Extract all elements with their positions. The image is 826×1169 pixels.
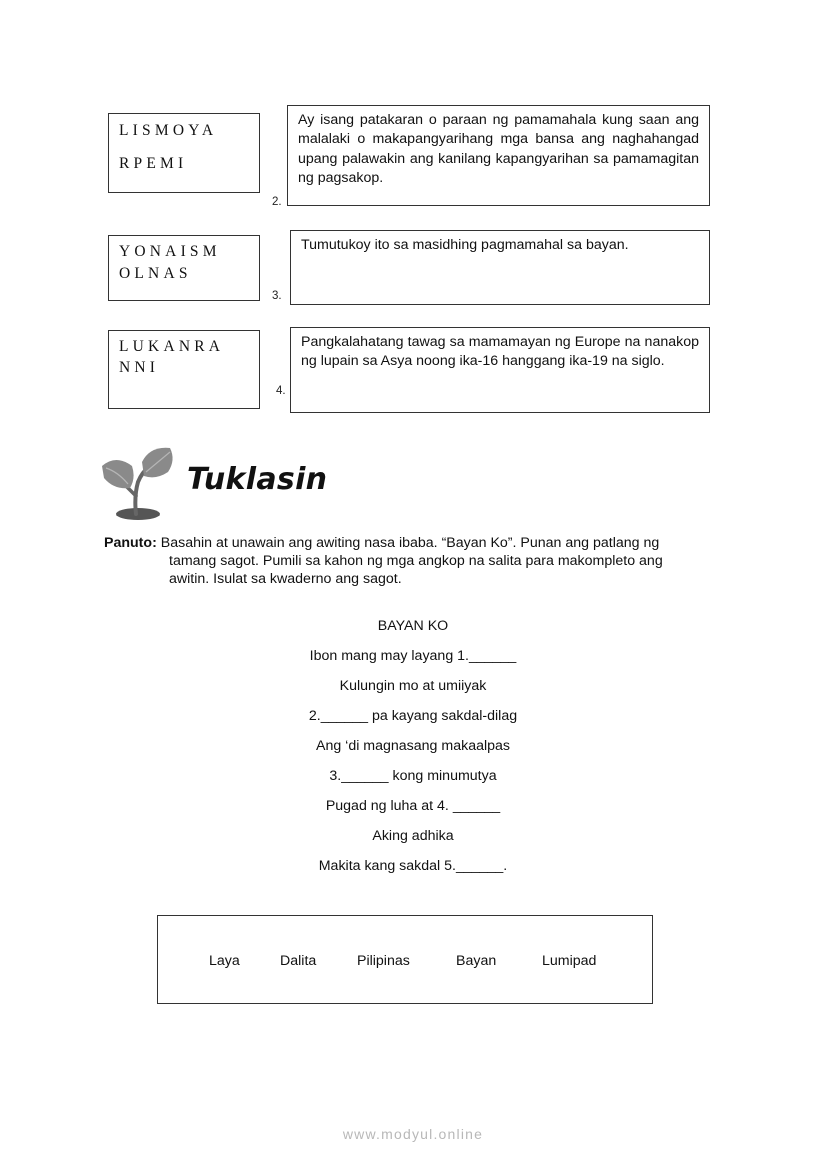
definition-text: Ay isang patakaran o paraan ng pamamahala kung saan ang malalaki o makapangyarihang mga bansa ang naghahangad upang palawakin ang kanilang kapangyarihan sa pamamagitan ng pagsakop. xyxy=(298,112,699,186)
song-line: Makita kang sakdal 5.______. xyxy=(318,858,508,874)
scrambled-line: RPEMI xyxy=(119,155,188,172)
word-bank-item: Laya xyxy=(209,953,240,969)
scrambled-word-box xyxy=(108,330,260,409)
word-bank-item: Pilipinas xyxy=(357,953,410,969)
scrambled-line: NNI xyxy=(119,359,160,376)
instructions-text-line: Basahin at unawain ang awiting nasa ibaba. “Bayan Ko”. Punan ang patlang ng xyxy=(160,535,660,551)
definition-box xyxy=(290,230,710,305)
instructions xyxy=(104,534,659,552)
item-number: 2. xyxy=(272,196,282,208)
item-number: 3. xyxy=(272,290,282,302)
song-line: Ang ‘di magnasang makaalpas xyxy=(315,738,511,754)
scrambled-line: LUKANRA xyxy=(119,338,225,355)
song-line: Pugad ng luha at 4. ______ xyxy=(325,798,501,814)
scrambled-line: OLNAS xyxy=(119,265,192,282)
scrambled-word-box xyxy=(108,235,260,301)
song-line: Ibon mang may layang 1.______ xyxy=(309,648,517,664)
definition-text: Tumutukoy ito sa masidhing pagmamahal sa bayan. xyxy=(301,237,629,253)
word-bank-box xyxy=(157,915,653,1004)
song-line: Kulungin mo at umiiyak xyxy=(339,678,487,694)
song-line: 3.______ kong minumutya xyxy=(329,768,497,784)
definition-text: Pangkalahatang tawag sa mamamayan ng Europe na nanakop ng lupain sa Asya noong ika-16 hanggang ika-19 na siglo. xyxy=(301,334,699,370)
song-line: 2.______ pa kayang sakdal-dilag xyxy=(308,708,518,724)
scrambled-line: LISMOYA xyxy=(119,122,218,139)
instructions-label: Panuto: xyxy=(104,535,157,551)
song-line: Aking adhika xyxy=(372,828,454,844)
song-title: BAYAN KO xyxy=(377,618,449,634)
item-number: 4. xyxy=(276,385,286,397)
sprout-icon xyxy=(98,444,178,522)
scrambled-word-box xyxy=(108,113,260,193)
section-title: Tuklasin xyxy=(187,462,328,497)
instructions-text-line: tamang sagot. Pumili sa kahon ng mga angkop na salita para makompleto ang xyxy=(169,553,663,569)
scrambled-line: YONAISM xyxy=(119,243,221,260)
word-bank-item: Lumipad xyxy=(542,953,597,969)
word-bank-item: Bayan xyxy=(456,953,497,969)
definition-box xyxy=(290,327,710,413)
instructions-text-line: awitin. Isulat sa kwaderno ang sagot. xyxy=(169,571,402,587)
watermark: www.modyul.online xyxy=(342,1126,484,1142)
word-bank-item: Dalita xyxy=(280,953,317,969)
definition-box xyxy=(287,105,710,206)
